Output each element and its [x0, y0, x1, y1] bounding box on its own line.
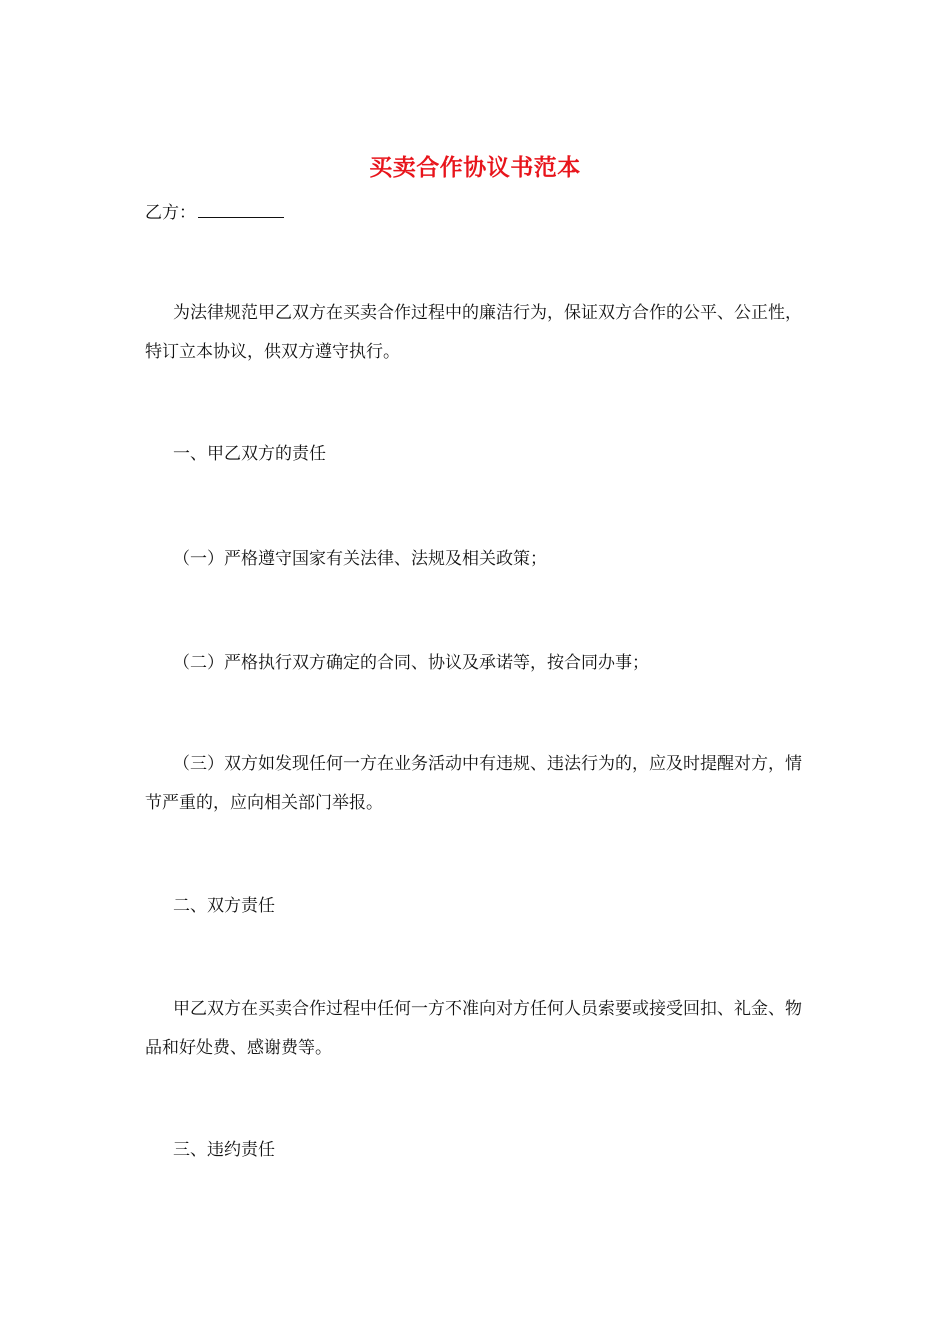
section-2-body: 甲乙双方在买卖合作过程中任何一方不准向对方任何人员索要或接受回扣、礼金、物品和好处费、感谢费等。	[145, 999, 802, 1058]
intro-paragraph: 为法律规范甲乙双方在买卖合作过程中的廉洁行为，保证双方合作的公平、公正性，特订立本协议，供双方遵守执行。	[145, 303, 802, 362]
clause-item-2: （二）严格执行双方确定的合同、协议及承诺等，按合同办事；	[173, 653, 649, 673]
section-heading-1: 一、甲乙双方的责任	[173, 444, 326, 464]
section-heading-3: 三、违约责任	[173, 1140, 275, 1160]
party-b-line	[145, 199, 284, 227]
party-b-blank	[198, 199, 284, 218]
clause-item-1: （一）严格遵守国家有关法律、法规及相关政策；	[173, 549, 547, 569]
party-b-label: 乙方：	[145, 203, 196, 223]
clause-item-3: （三）双方如发现任何一方在业务活动中有违规、违法行为的，应及时提醒对方，情节严重的，应向相关部门举报。	[145, 754, 802, 813]
section-heading-2: 二、双方责任	[173, 896, 275, 916]
document-title: 买卖合作协议书范本	[369, 154, 581, 181]
